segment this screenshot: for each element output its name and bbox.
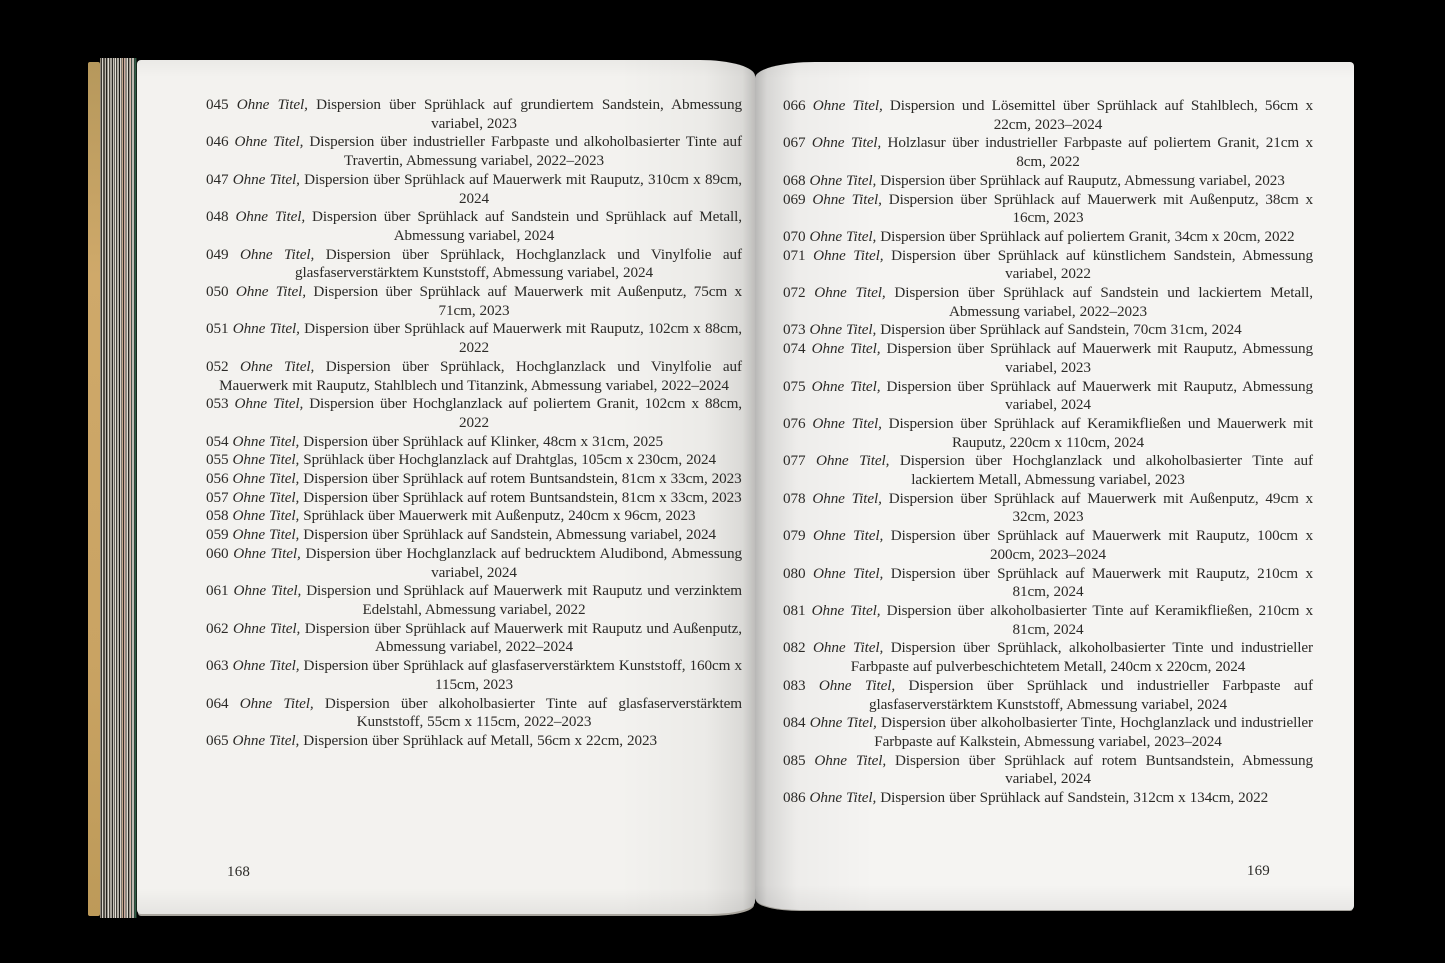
page-number-right: 169	[1246, 863, 1270, 879]
catalog-entry	[783, 191, 1313, 228]
entry-description: Dispersion über alkoholbasierter Tinte, Hochglanzlack und industrieller Farbpaste auf Kalkstein, Abmessung variabel, 2023–2024	[874, 714, 1313, 750]
entry-title: Ohne Titel,	[809, 321, 877, 339]
entry-description: Dispersion über Sprühlack auf Rauputz, Abmessung variabel, 2023	[880, 171, 1285, 189]
catalog-entry	[206, 526, 742, 545]
entry-title: Ohne Titel,	[811, 134, 882, 152]
entry-description: Dispersion und Lösemittel über Sprühlack auf Stahlblech, 56cm x 22cm, 2023–2024	[889, 97, 1313, 133]
page-number-left: 168	[227, 864, 251, 880]
entry-number: 078	[783, 489, 806, 507]
entry-number: 065	[206, 731, 229, 749]
entry-number: 070	[783, 227, 806, 245]
entry-number: 081	[783, 601, 806, 619]
entry-description: Dispersion über Sprühlack, Hochglanzlack und Vinylfolie auf Mauerwerk mit Rauputz, Stahlblech und Titanzink, Abmessung variabel, 2022–2024	[219, 357, 742, 394]
entry-description: Dispersion über Sprühlack auf Mauerwerk mit Rauputz und Außenputz, Abmessung variabel, 2022–2024	[304, 619, 742, 656]
entry-description: Dispersion über Sprühlack auf Sandstein und lackiertem Metall, Abmessung variabel, 2022–2023	[894, 284, 1313, 320]
entry-description: Dispersion über Sprühlack auf Sandstein, 70cm 31cm, 2024	[880, 321, 1242, 339]
catalog-entry	[783, 247, 1313, 284]
entry-number: 049	[206, 245, 229, 263]
entry-title: Ohne Titel,	[809, 789, 877, 807]
entry-title: Ohne Titel,	[809, 171, 877, 189]
entry-title: Ohne Titel,	[232, 488, 300, 506]
catalog-entry	[783, 752, 1313, 789]
entry-number: 050	[206, 283, 229, 301]
entry-title: Ohne Titel,	[811, 601, 881, 619]
entry-title: Ohne Titel,	[811, 377, 881, 395]
catalog-entry	[783, 639, 1313, 676]
entry-title: Ohne Titel,	[235, 283, 306, 301]
catalog-entry	[783, 602, 1313, 639]
entry-description: Dispersion über Sprühlack auf Mauerwerk mit Rauputz, Abmessung variabel, 2024	[886, 377, 1314, 414]
entry-number: 069	[783, 190, 806, 208]
entry-title: Ohne Titel,	[818, 676, 896, 694]
catalog-entry	[206, 695, 742, 732]
catalog-entry	[783, 565, 1313, 602]
entry-description: Dispersion über Sprühlack auf Mauerwerk mit Rauputz, 310cm x 89cm, 2024	[304, 170, 742, 207]
entry-description: Dispersion über Hochglanzlack auf poliertem Granit, 102cm x 88cm, 2022	[309, 395, 742, 431]
entry-title: Ohne Titel,	[233, 582, 302, 600]
entry-description: Sprühlack über Hochglanzlack auf Drahtglas, 105cm x 230cm, 2024	[303, 451, 717, 469]
catalog-entry	[206, 246, 742, 283]
entry-description: Dispersion über Sprühlack auf poliertem Granit, 34cm x 20cm, 2022	[880, 227, 1295, 245]
catalog-entry	[206, 283, 742, 320]
entry-title: Ohne Titel,	[233, 619, 301, 637]
catalog-entry	[206, 208, 742, 245]
catalog-entry	[783, 228, 1313, 247]
entry-description: Dispersion über Sprühlack auf glasfaserverstärktem Kunststoff, 160cm x 115cm, 2023	[303, 657, 742, 693]
entry-number: 067	[783, 134, 806, 152]
catalog-entry	[783, 284, 1313, 321]
entry-description: Sprühlack über Mauerwerk mit Außenputz, 240cm x 96cm, 2023	[303, 507, 696, 525]
entry-number: 059	[206, 526, 229, 544]
fore-edge-stripes	[100, 58, 137, 918]
book-cover-edge	[88, 62, 100, 916]
entry-title: Ohne Titel,	[232, 432, 300, 450]
entry-title: Ohne Titel,	[234, 395, 304, 413]
entry-number: 064	[206, 694, 229, 712]
entry-description: Dispersion über Sprühlack auf künstlichem Sandstein, Abmessung variabel, 2022	[891, 246, 1313, 283]
entry-description: Dispersion über Sprühlack auf Keramikfließen und Mauerwerk mit Rauputz, 220cm x 110cm, 2024	[888, 414, 1313, 451]
entry-description: Dispersion über Sprühlack auf Mauerwerk mit Rauputz, 100cm x 200cm, 2023–2024	[890, 527, 1313, 563]
entry-number: 084	[783, 714, 806, 732]
entry-number: 073	[783, 321, 806, 339]
entry-number: 085	[783, 751, 806, 769]
catalog-entry	[783, 97, 1313, 134]
entry-title: Ohne Titel,	[232, 731, 300, 749]
catalog-entry	[206, 470, 742, 489]
catalog-entry	[783, 714, 1313, 751]
entry-number: 056	[206, 470, 229, 488]
entry-title: Ohne Titel,	[234, 133, 304, 151]
entry-number: 057	[206, 488, 229, 506]
entry-description: Dispersion über Sprühlack auf Klinker, 48cm x 31cm, 2025	[303, 432, 664, 450]
entry-number: 046	[206, 133, 229, 151]
entry-number: 072	[783, 284, 806, 302]
entry-description: Dispersion über Sprühlack auf Sandstein und Sprühlack auf Metall, Abmessung variabel, 2024	[312, 208, 742, 244]
catalog-entry	[783, 321, 1313, 340]
entry-description: Dispersion über Sprühlack auf Mauerwerk mit Rauputz, 102cm x 88cm, 2022	[304, 320, 742, 357]
entry-title: Ohne Titel,	[813, 246, 884, 264]
entry-description: Dispersion über alkoholbasierter Tinte auf Keramikfließen, 210cm x 81cm, 2024	[886, 601, 1313, 638]
entry-description: Dispersion über alkoholbasierter Tinte auf glasfaserverstärktem Kunststoff, 55cm x 115cm, 2022–2023	[324, 694, 742, 731]
catalog-entry	[206, 358, 742, 395]
entry-description: Dispersion über Sprühlack auf Mauerwerk mit Außenputz, 75cm x 71cm, 2023	[313, 283, 742, 319]
entry-title: Ohne Titel,	[232, 470, 300, 488]
entry-title: Ohne Titel,	[232, 170, 300, 188]
catalog-entry	[206, 732, 742, 751]
entry-number: 075	[783, 377, 806, 395]
entry-number: 071	[783, 246, 806, 264]
entry-title: Ohne Titel,	[812, 414, 882, 432]
entry-title: Ohne Titel,	[809, 227, 877, 245]
entry-number: 051	[206, 320, 229, 338]
entry-description: Dispersion über Sprühlack auf Mauerwerk mit Außenputz, 49cm x 32cm, 2023	[888, 489, 1314, 526]
entry-description: Dispersion über Sprühlack auf grundiertem Sandstein, Abmessung variabel, 2023	[316, 96, 742, 132]
entry-description: Dispersion über Sprühlack und industrieller Farbpaste auf glasfaserverstärktem Kunststoff, Abmessung variabel, 2024	[869, 676, 1313, 713]
catalog-entry	[783, 415, 1313, 452]
entry-title: Ohne Titel,	[813, 564, 884, 582]
entry-description: Dispersion über Sprühlack auf rotem Buntsandstein, 81cm x 33cm, 2023	[303, 488, 742, 506]
entry-number: 068	[783, 171, 806, 189]
entry-title: Ohne Titel,	[811, 340, 881, 358]
entry-title: Ohne Titel,	[232, 657, 300, 675]
entry-description: Dispersion über Sprühlack auf Sandstein, Abmessung variabel, 2024	[303, 526, 717, 544]
entry-description: Dispersion über Sprühlack auf Metall, 56cm x 22cm, 2023	[303, 731, 657, 749]
entry-description: Dispersion über Hochglanzlack und alkoholbasierter Tinte auf lackiertem Metall, Abmessung variabel, 2023	[899, 452, 1313, 489]
catalog-entry	[783, 789, 1313, 808]
catalog-entry	[206, 507, 742, 526]
entry-number: 061	[206, 582, 229, 600]
entry-description: Dispersion über Sprühlack auf Sandstein, 312cm x 134cm, 2022	[880, 789, 1269, 807]
entry-number: 076	[783, 414, 806, 432]
page-right	[755, 62, 1354, 910]
catalog-entry	[206, 489, 742, 508]
entry-number: 048	[206, 208, 229, 226]
entry-title: Ohne Titel,	[812, 639, 884, 657]
entry-title: Ohne Titel,	[239, 694, 314, 712]
entry-title: Ohne Titel,	[236, 96, 308, 113]
entry-description: Dispersion über Sprühlack auf rotem Buntsandstein, Abmessung variabel, 2024	[894, 751, 1313, 788]
entry-number: 079	[783, 527, 806, 545]
entry-title: Ohne Titel,	[814, 751, 887, 769]
page-left	[137, 60, 755, 914]
entry-title: Ohne Titel,	[232, 451, 300, 469]
catalog-entry	[783, 452, 1313, 489]
catalog-entry	[783, 527, 1313, 564]
entry-number: 055	[206, 451, 229, 469]
entry-description: Dispersion über Sprühlack auf Mauerwerk mit Rauputz, Abmessung variabel, 2023	[886, 340, 1314, 376]
entry-title: Ohne Titel,	[232, 526, 300, 544]
entry-number: 083	[783, 676, 806, 694]
entry-description: Dispersion über Hochglanzlack auf bedrucktem Aludibond, Abmessung variabel, 2024	[305, 544, 743, 581]
catalog-entry	[206, 620, 742, 657]
catalog-entry	[206, 171, 742, 208]
entry-number: 054	[206, 432, 229, 450]
entry-title: Ohne Titel,	[816, 452, 890, 470]
catalog-entry	[783, 378, 1313, 415]
catalog-entry	[206, 582, 742, 619]
entry-number: 047	[206, 170, 229, 188]
entry-title: Ohne Titel,	[239, 245, 315, 263]
entry-number: 063	[206, 657, 229, 675]
entry-number: 066	[783, 97, 806, 114]
entry-title: Ohne Titel,	[812, 190, 882, 208]
entry-number: 082	[783, 639, 806, 657]
entry-description: Dispersion über Sprühlack, Hochglanzlack und Vinylfolie auf glasfaserverstärktem Kunststoff, Abmessung variabel, 2024	[295, 245, 742, 282]
catalog-entry	[206, 451, 742, 470]
catalog-entry	[206, 545, 742, 582]
entry-description: Dispersion über Sprühlack auf Mauerwerk mit Rauputz, 210cm x 81cm, 2024	[890, 564, 1313, 601]
entry-description: Dispersion über Sprühlack auf Mauerwerk mit Außenputz, 38cm x 16cm, 2023	[888, 190, 1314, 227]
entry-title: Ohne Titel,	[812, 489, 882, 507]
entry-title: Ohne Titel,	[235, 208, 306, 226]
catalog-entry	[783, 677, 1313, 714]
entry-description: Dispersion über Sprühlack, alkoholbasierter Tinte und industrieller Farbpaste auf pulverbeschichtetem Metall, 240cm x 220cm, 2024	[850, 639, 1313, 676]
entry-number: 080	[783, 564, 806, 582]
catalog-entry	[783, 490, 1313, 527]
entry-number: 058	[206, 507, 229, 525]
entry-number: 062	[206, 619, 229, 637]
catalog-list-right	[783, 97, 1313, 808]
entry-title: Ohne Titel,	[812, 97, 883, 114]
entry-description: Dispersion über industrieller Farbpaste und alkoholbasierter Tinte auf Travertin, Abmessung variabel, 2022–2023	[309, 133, 742, 170]
entry-title: Ohne Titel,	[233, 544, 301, 562]
entry-description: Dispersion über Sprühlack auf rotem Buntsandstein, 81cm x 33cm, 2023	[303, 470, 742, 488]
entry-title: Ohne Titel,	[813, 527, 884, 545]
entry-number: 074	[783, 340, 806, 358]
entry-title: Ohne Titel,	[232, 320, 300, 338]
catalog-entry	[206, 133, 742, 170]
catalog-entry	[206, 320, 742, 357]
entry-number: 060	[206, 544, 229, 562]
entry-title: Ohne Titel,	[814, 284, 886, 302]
catalog-entry	[783, 134, 1313, 171]
entry-title: Ohne Titel,	[239, 357, 315, 375]
entry-title: Ohne Titel,	[232, 507, 300, 525]
entry-number: 086	[783, 789, 806, 807]
catalog-entry	[206, 96, 742, 133]
entry-number: 045	[206, 96, 229, 113]
entry-number: 053	[206, 395, 229, 413]
entry-description: Holzlasur über industrieller Farbpaste auf poliertem Granit, 21cm x 8cm, 2022	[887, 134, 1314, 171]
entry-number: 077	[783, 452, 806, 470]
catalog-entry	[783, 172, 1313, 191]
entry-number: 052	[206, 357, 229, 375]
entry-description: Dispersion und Sprühlack auf Mauerwerk mit Rauputz und verzinktem Edelstahl, Abmessung variabel, 2022	[306, 582, 742, 618]
catalog-entry	[206, 433, 742, 452]
catalog-entry	[783, 340, 1313, 377]
catalog-entry	[206, 657, 742, 694]
catalog-entry	[206, 395, 742, 432]
entry-title: Ohne Titel,	[809, 714, 877, 732]
catalog-list-left	[206, 96, 742, 751]
